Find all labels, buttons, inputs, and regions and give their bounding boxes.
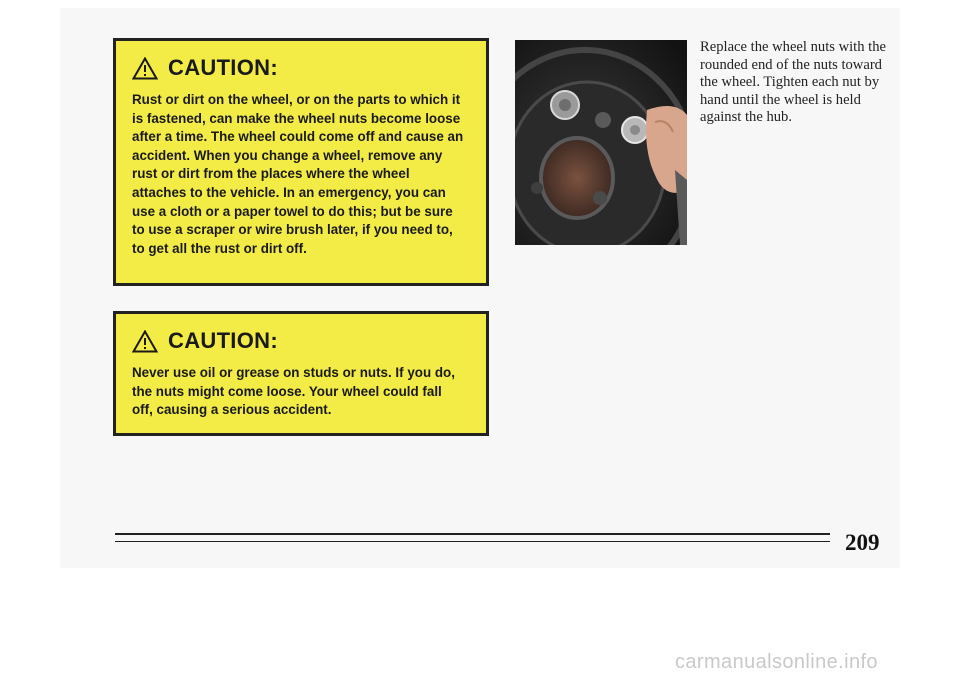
caution-text: Rust or dirt on the wheel, or on the parts to which it is fastened, can make the wheel nuts become loose after a time. The wheel could come off and cause an accident. When you change a wheel, remove any rust or dirt from the places where the wheel attaches to the vehicle. In an emergency, you can use a cloth or a paper towel to do this; but be sure to use a scraper or wire brush later, if you need to, to get all the rust or dirt off.	[132, 92, 464, 256]
watermark: carmanualsonline.info	[675, 651, 878, 673]
wheel-hub-illustration	[515, 40, 687, 245]
warning-triangle-icon	[132, 330, 158, 353]
caution-box-rust	[113, 38, 489, 286]
footer-rule-thin	[115, 541, 830, 542]
warning-triangle-icon	[132, 57, 158, 80]
instruction-paragraph: Replace the wheel nuts with the rounded end of the nuts toward the wheel. Tighten each nut by hand until the wheel is held against the hub.	[700, 39, 887, 126]
caution-text: Never use oil or grease on studs or nuts. If you do, the nuts might come loose. Your wheel could fall off, causing a serious accident.	[132, 365, 455, 418]
caution-heading: CAUTION:	[168, 55, 278, 80]
caution-heading: CAUTION:	[168, 328, 278, 353]
page-number: 209	[845, 530, 880, 555]
wheel-nut-photo	[515, 40, 687, 245]
footer-rule	[115, 533, 830, 535]
caution-box-oil	[113, 311, 489, 436]
